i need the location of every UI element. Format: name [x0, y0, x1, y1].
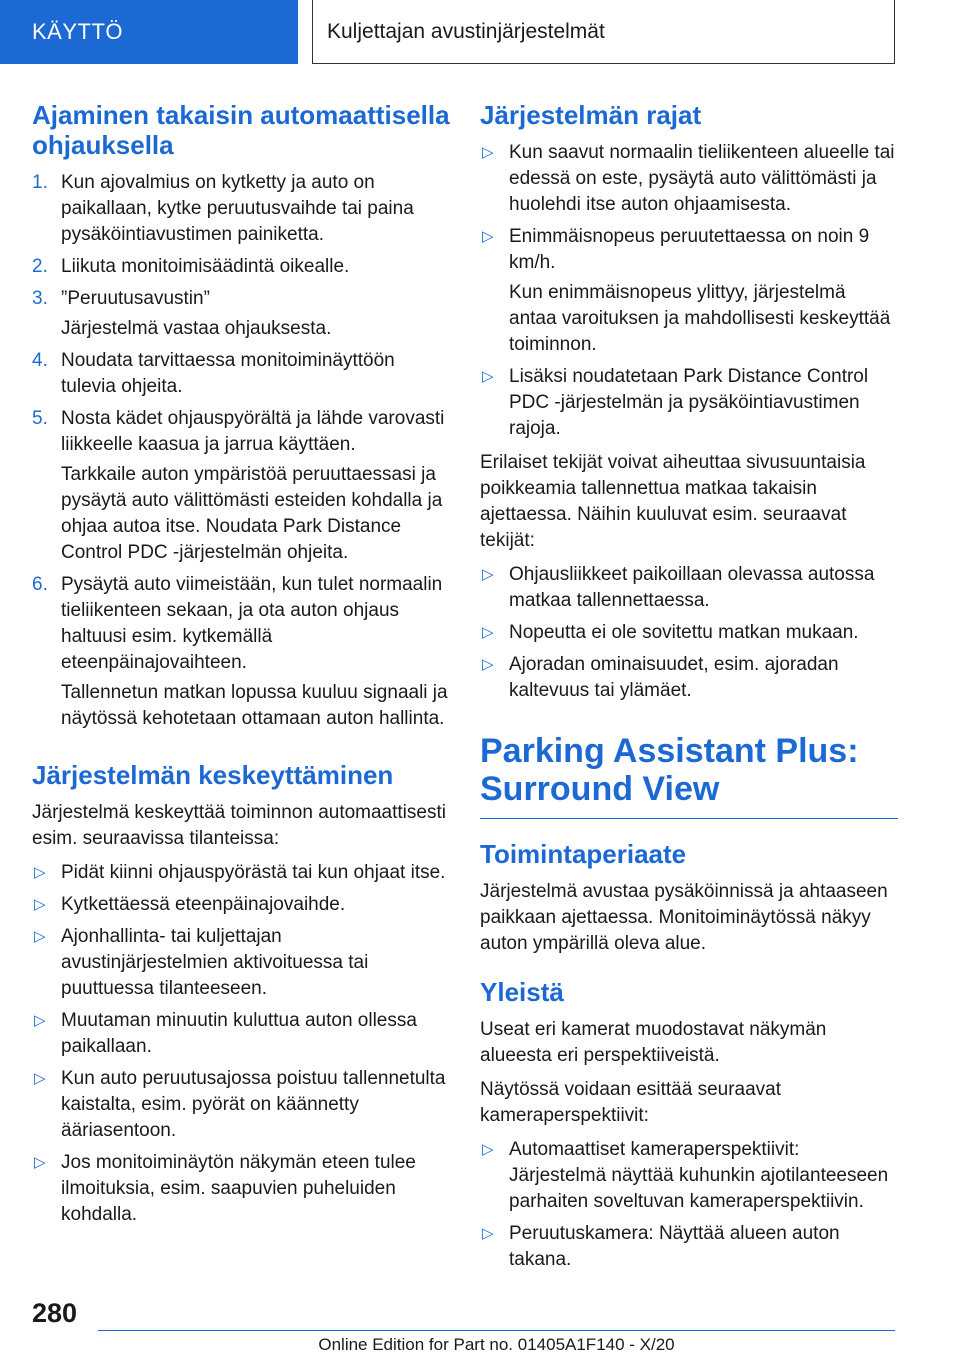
list-item: ▷ Nopeutta ei ole sovitettu matkan mukaan.: [480, 620, 898, 646]
triangle-bullet-icon: ▷: [34, 928, 46, 945]
list-item: 4. Noudata tarvittaessa monitoiminäyttöön tulevia ohjeita.: [32, 350, 395, 397]
list-item: 5. Nosta kädet ohjauspyörältä ja lähde varovasti liikkeelle kaasua ja jarrua käyttäen. Tarkkaile auton ympäristöä peruuttaessasi ja pysäytä auto välittömästi esteiden kohdalla ja ohjaa autoa itse. Noudata Park Distance Control PDC -järjestelmän ohjeita.: [32, 406, 450, 566]
paragraph: Useat eri kamerat muodostavat näkymän alueesta eri perspektiiveistä.: [480, 1019, 827, 1066]
left-column: [32, 100, 450, 1236]
list-item: 1. Kun ajovalmius on kytketty ja auto on paikallaan, kytke peruutusvaihde tai paina pysäköintiavustimen painiketta.: [32, 172, 414, 245]
list-item: ▷ Enimmäisnopeus peruutettaessa on noin 9 km/h. Kun enimmäisnopeus ylittyy, järjestelmä antaa varoituksen ja mahdollisesti keskeyttää toiminnon.: [480, 224, 898, 358]
list-item: 6. Pysäytä auto viimeistään, kun tulet normaalin tieliikenteen sekaan, ja ota auton ohjaus haltuusi esim. kytkemällä eteenpäinajovaihteen. Tallennetun matkan lopussa kuuluu signaali ja näytössä kehotetaan ottamaan auton hallinta.: [32, 572, 450, 732]
triangle-bullet-icon: ▷: [34, 1012, 46, 1029]
bullet-continuation: Kun enimmäisnopeus ylittyy, järjestelmä antaa varoituksen ja mahdollisesti keskeyttää toiminnon.: [509, 282, 891, 355]
steps-list: [32, 170, 450, 732]
triangle-bullet-icon: ▷: [482, 1225, 494, 1242]
paragraph: Järjestelmä keskeyttää toiminnon automaattisesti esim. seuraavissa tilanteissa:: [32, 802, 446, 849]
list-item: ▷ Muutaman minuutin kuluttua auton ollessa paikallaan.: [34, 1010, 417, 1057]
footer-divider: [98, 1330, 895, 1331]
triangle-bullet-icon: ▷: [34, 1154, 46, 1171]
right-column: [480, 100, 898, 1281]
triangle-bullet-icon: ▷: [34, 896, 46, 913]
list-item: 2. Liikuta monitoimisäädintä oikealle.: [32, 256, 350, 277]
triangle-bullet-icon: ▷: [482, 656, 494, 673]
step-continuation: Tallennetun matkan lopussa kuuluu signaali ja näytössä kehotetaan ottamaan auton hallinta.: [61, 682, 448, 729]
list-item: ▷ Jos monitoiminäytön näkymän eteen tulee ilmoituksia, esim. saapuvien puheluiden kohdalla.: [34, 1152, 416, 1225]
paragraph: Järjestelmä avustaa pysäköinnissä ja ahtaaseen paikkaan ajettaessa. Monitoiminäytössä näkyy auton ympärillä oleva alue.: [480, 881, 888, 954]
list-item: ▷ Kytkettäessä eteenpäinajovaihde.: [32, 892, 450, 918]
step-continuation: Tarkkaile auton ympäristöä peruuttaessasi ja pysäytä auto välittömästi esteiden kohdalla ja ohjaa autoa itse. Noudata Park Distance Control PDC -järjestelmän ohjeita.: [61, 464, 443, 563]
list-item: ▷ Kun saavut normaalin tieliikenteen alueelle tai edessä on este, pysäytä auto välittömästi ja huolehdi itse auton ohjaamisesta.: [482, 142, 895, 215]
paragraph: Näytössä voidaan esittää seuraavat kameraperspektiivit:: [480, 1079, 782, 1126]
triangle-bullet-icon: ▷: [482, 368, 494, 385]
list-item: ▷ Peruutuskamera: Näyttää alueen auton takana.: [482, 1223, 840, 1270]
bullet-list: [480, 562, 898, 704]
list-item: 3. ”Peruutusavustin” Järjestelmä vastaa ohjauksesta.: [32, 286, 450, 342]
heading-operating-principle: Toimintaperiaate: [480, 839, 687, 869]
triangle-bullet-icon: ▷: [482, 566, 494, 583]
heading-general: Yleistä: [480, 977, 564, 1007]
header-section-label: KÄYTTÖ: [32, 19, 124, 44]
triangle-bullet-icon: ▷: [482, 228, 494, 245]
list-item: ▷ Ohjausliikkeet paikoillaan olevassa autossa matkaa tallennettaessa.: [482, 564, 875, 611]
bullet-list: [480, 1137, 898, 1273]
list-item: ▷ Automaattiset kameraperspektiivit: Järjestelmä näyttää kuhunkin ajotilanteeseen parhaiten soveltuvan kameraperspektiivin.: [482, 1139, 889, 1212]
header-chapter-box: [312, 0, 895, 64]
heading-system-interrupt: Järjestelmän keskeyttäminen: [32, 760, 394, 790]
list-item: ▷ Ajonhallinta- tai kuljettajan avustinjärjestelmien aktivoituessa tai puuttuessa tilanteeseen.: [34, 926, 369, 999]
triangle-bullet-icon: ▷: [34, 864, 46, 881]
list-item: ▷ Kun auto peruutusajossa poistuu tallennetulta kaistalta, esim. pyörät on käännetty ääriasentoon.: [34, 1068, 446, 1141]
page-number: 280: [32, 1298, 78, 1328]
paragraph: Erilaiset tekijät voivat aiheuttaa sivusuuntaisia poikkeamia tallennettua matkaa takaisin ajettaessa. Näihin kuuluvat esim. seuraavat tekijät:: [480, 452, 866, 551]
step-continuation: Järjestelmä vastaa ohjauksesta.: [61, 318, 332, 339]
triangle-bullet-icon: ▷: [482, 144, 494, 161]
triangle-bullet-icon: ▷: [34, 1070, 46, 1087]
triangle-bullet-icon: ▷: [482, 624, 494, 641]
header-chapter-label: Kuljettajan avustinjärjestelmät: [327, 19, 605, 43]
heading-system-limits: Järjestelmän rajat: [480, 100, 702, 130]
heading-reverse-auto-steer: Ajaminen takaisin automaattisella ohjauksella: [32, 100, 450, 160]
bullet-list: [480, 140, 898, 442]
footer-edition-text: Online Edition for Part no. 01405A1F140 - X/20: [318, 1335, 675, 1354]
bullet-list: [32, 860, 450, 1228]
list-item: ▷ Lisäksi noudatetaan Park Distance Control PDC -järjestelmän ja pysäköintiavustimen rajoja.: [482, 366, 869, 439]
triangle-bullet-icon: ▷: [482, 1141, 494, 1158]
main-heading-surround-view: Parking Assistant Plus: Surround View: [480, 732, 898, 819]
list-item: ▷ Ajoradan ominaisuudet, esim. ajoradan kaltevuus tai ylämäet.: [482, 654, 839, 701]
header-section-tab: [0, 0, 298, 64]
list-item: ▷ Pidät kiinni ohjauspyörästä tai kun ohjaat itse.: [32, 860, 450, 886]
